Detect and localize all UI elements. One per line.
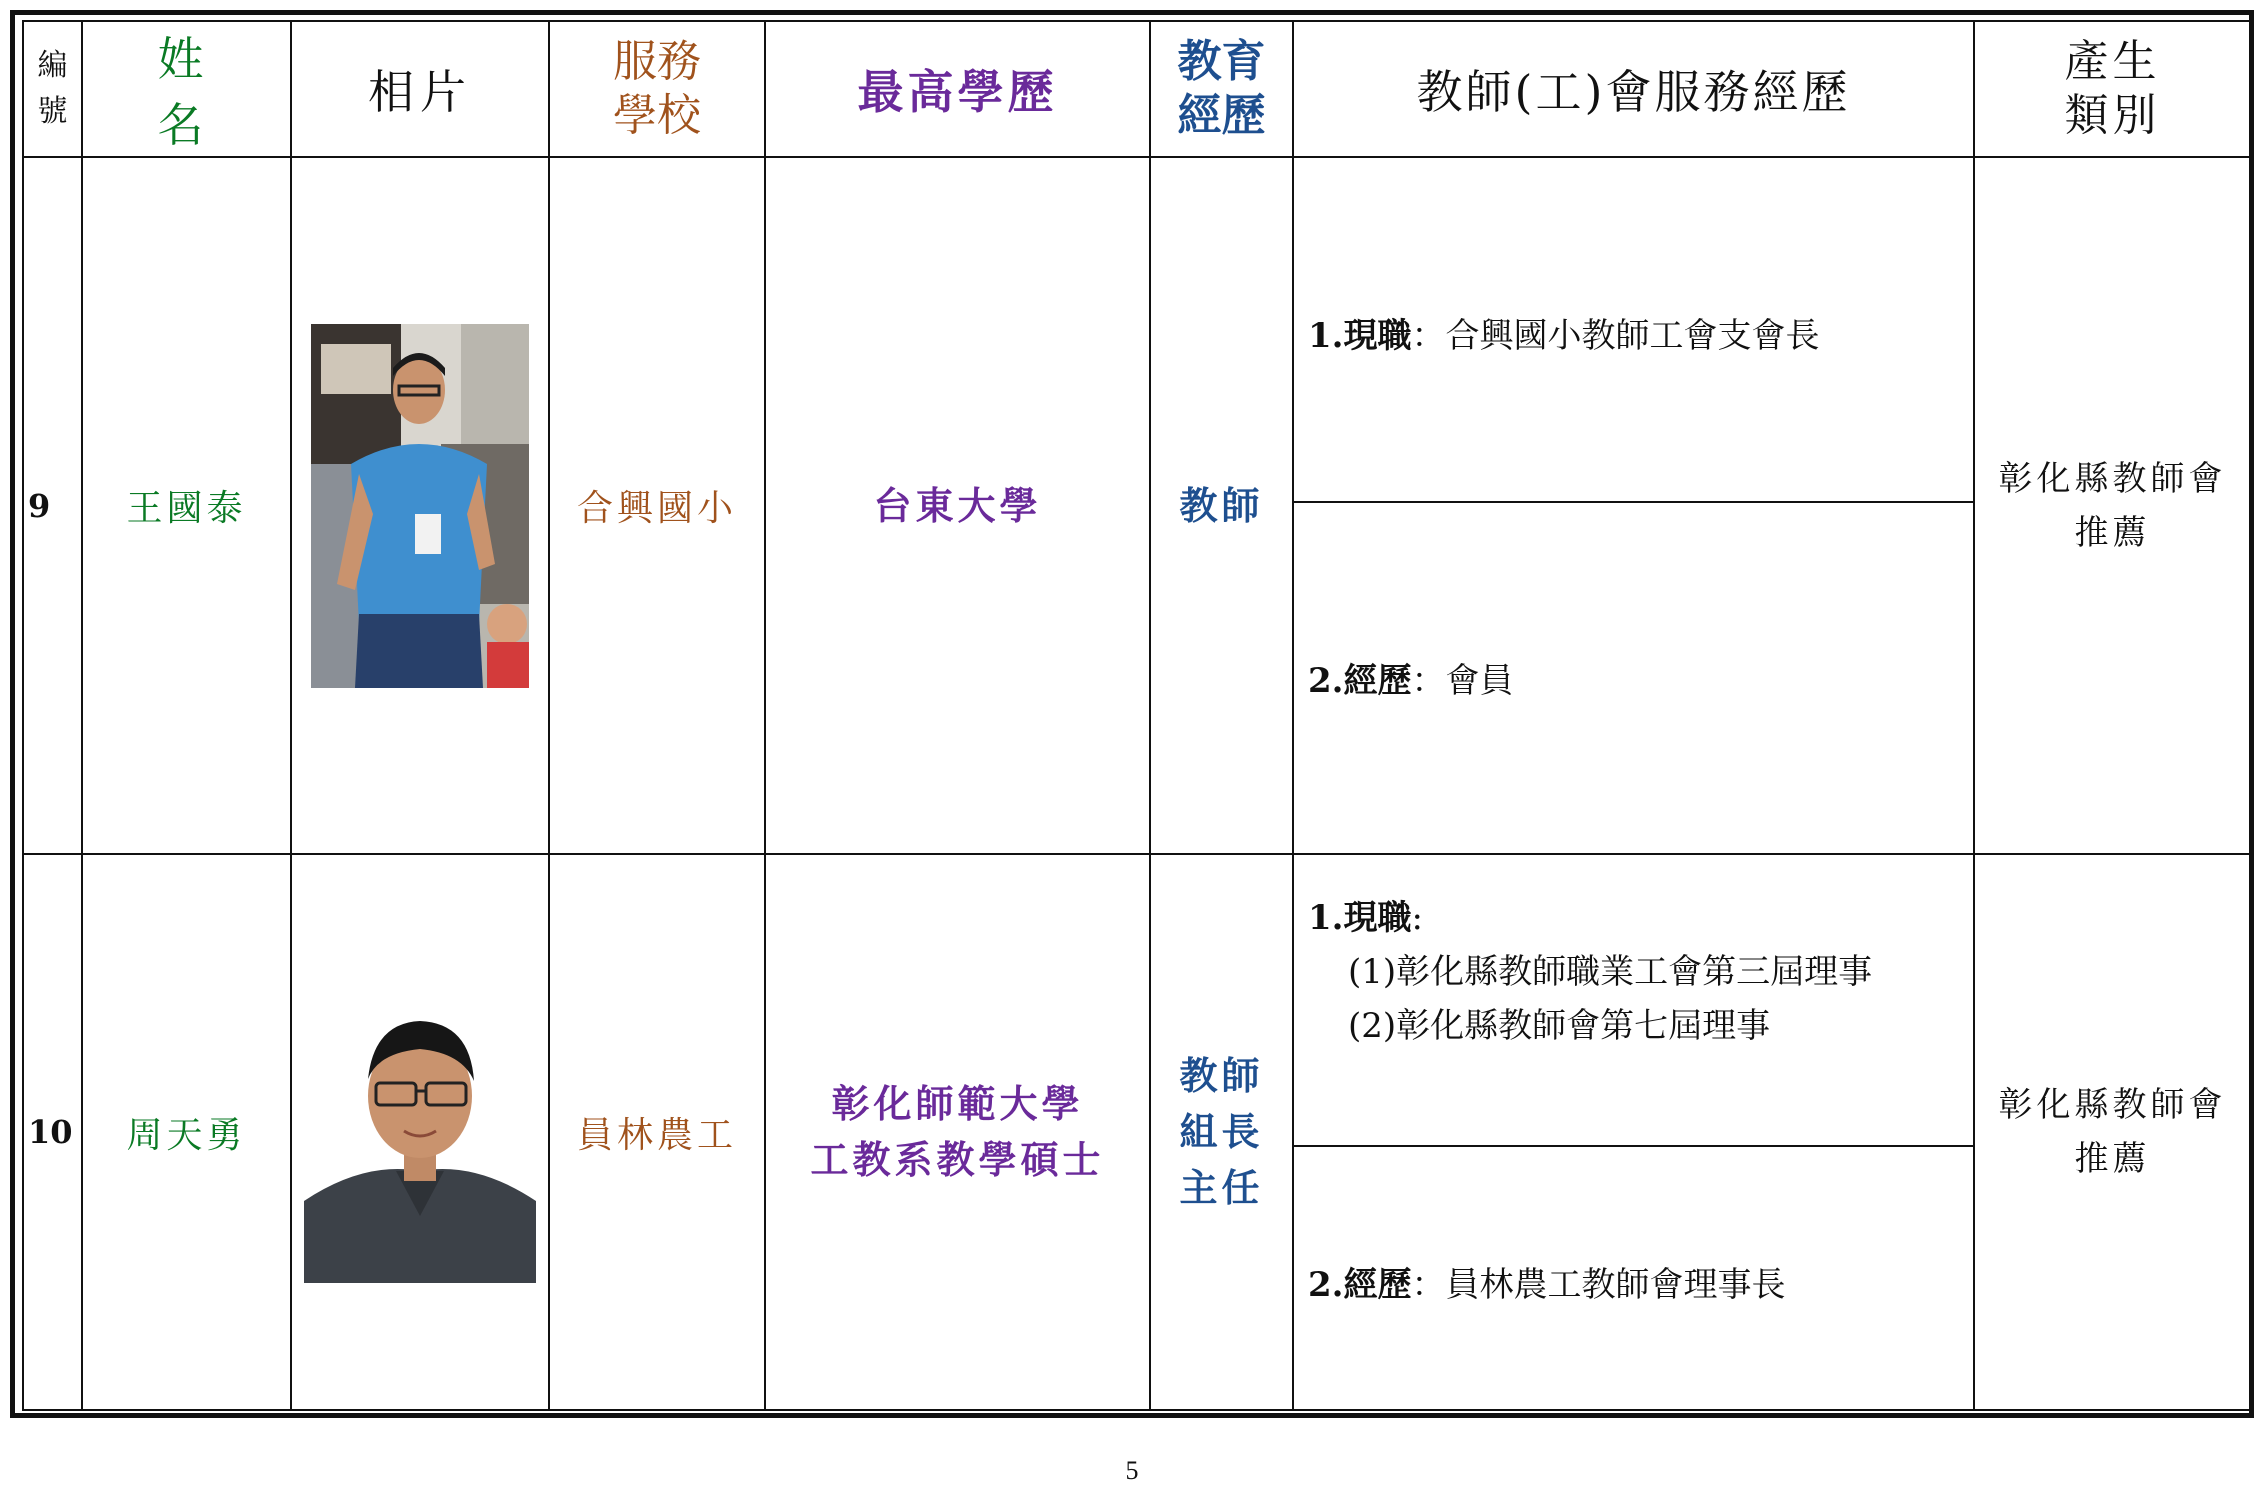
page-number: 5 (1125, 1456, 1139, 1485)
category-line1: 彰化縣教師會 (1998, 458, 2227, 499)
row-experience (1150, 854, 1293, 1410)
experience-line1: 教師 (1179, 1053, 1264, 1098)
service-current-label: 1.現職 (1308, 316, 1412, 356)
header-education: 最高學歷 (765, 21, 1150, 157)
header-experience-line1: 教育 (1177, 36, 1266, 87)
table-row (23, 157, 2251, 854)
service-current (1294, 158, 1973, 503)
service-current-label: 1.現職 (1308, 898, 1412, 938)
service-past-label: 2.經歷 (1308, 1265, 1412, 1305)
experience-line3: 主任 (1179, 1165, 1264, 1210)
education-line1: 彰化師範大學 (831, 1081, 1084, 1126)
header-photo: 相片 (291, 21, 549, 157)
service-past-text: ：會員 (1411, 661, 1514, 701)
header-category-line2: 類別 (2064, 90, 2161, 141)
row-name: 周天勇 (82, 854, 291, 1410)
service-current-text: : (1411, 898, 1423, 938)
header-row (23, 21, 2251, 157)
row-name: 王國泰 (82, 157, 291, 854)
row-service (1293, 157, 1974, 854)
row-photo-cell (291, 854, 549, 1410)
row-school: 員林農工 (549, 854, 765, 1410)
header-number-line2: 號 (37, 94, 68, 129)
service-current-item: (2)彰化縣教師會第七屆理事 (1348, 1006, 1771, 1046)
row-category (1974, 157, 2251, 854)
education-line2: 工教系教學碩士 (810, 1137, 1105, 1182)
portrait-photo (304, 1001, 536, 1283)
row-education (765, 854, 1150, 1410)
education-line1: 台東大學 (873, 482, 1042, 528)
photo-portrait-man-glasses-gray-shirt (304, 1001, 536, 1283)
row-school: 合興國小 (549, 157, 765, 854)
header-school-line2: 學校 (613, 90, 701, 141)
row-photo-cell (291, 157, 549, 854)
header-category (1974, 21, 2251, 157)
service-past-label: 2.經歷 (1308, 661, 1412, 701)
header-number-line1: 編 (37, 48, 68, 83)
row-education (765, 157, 1150, 854)
service-past (1294, 503, 1973, 702)
service-past (1294, 1147, 1973, 1306)
candidate-table (22, 20, 2252, 1411)
service-current-heading (1308, 891, 1973, 945)
header-experience-line2: 經歷 (1177, 90, 1266, 141)
row-number: 10 (23, 854, 82, 1410)
header-service: 教師(工)會服務經歷 (1293, 21, 1974, 157)
table-row (23, 854, 2251, 1410)
service-past-text: ：員林農工教師會理事長 (1411, 1265, 1786, 1305)
experience-line2: 組長 (1179, 1109, 1264, 1154)
experience-line1: 教師 (1179, 482, 1264, 528)
portrait-photo (311, 324, 529, 688)
header-category-line1: 產生 (2064, 36, 2161, 87)
photo-portrait-man-blue-polo (311, 324, 529, 688)
header-school (549, 21, 765, 157)
row-number: 9 (23, 157, 82, 854)
row-category (1974, 854, 2251, 1410)
row-service (1293, 854, 1974, 1410)
service-current-item: (1)彰化縣教師職業工會第三屆理事 (1348, 952, 1873, 992)
category-line2: 推薦 (2074, 1139, 2151, 1179)
header-number (23, 21, 82, 157)
service-current-text: ：合興國小教師工會支會長 (1411, 316, 1820, 356)
header-experience (1150, 21, 1293, 157)
header-name: 姓名 (82, 21, 291, 157)
category-line1: 彰化縣教師會 (1998, 1085, 2227, 1125)
service-current (1294, 855, 1973, 1147)
category-line2: 推薦 (2074, 512, 2151, 553)
row-experience (1150, 157, 1293, 854)
header-school-line1: 服務 (613, 36, 701, 87)
